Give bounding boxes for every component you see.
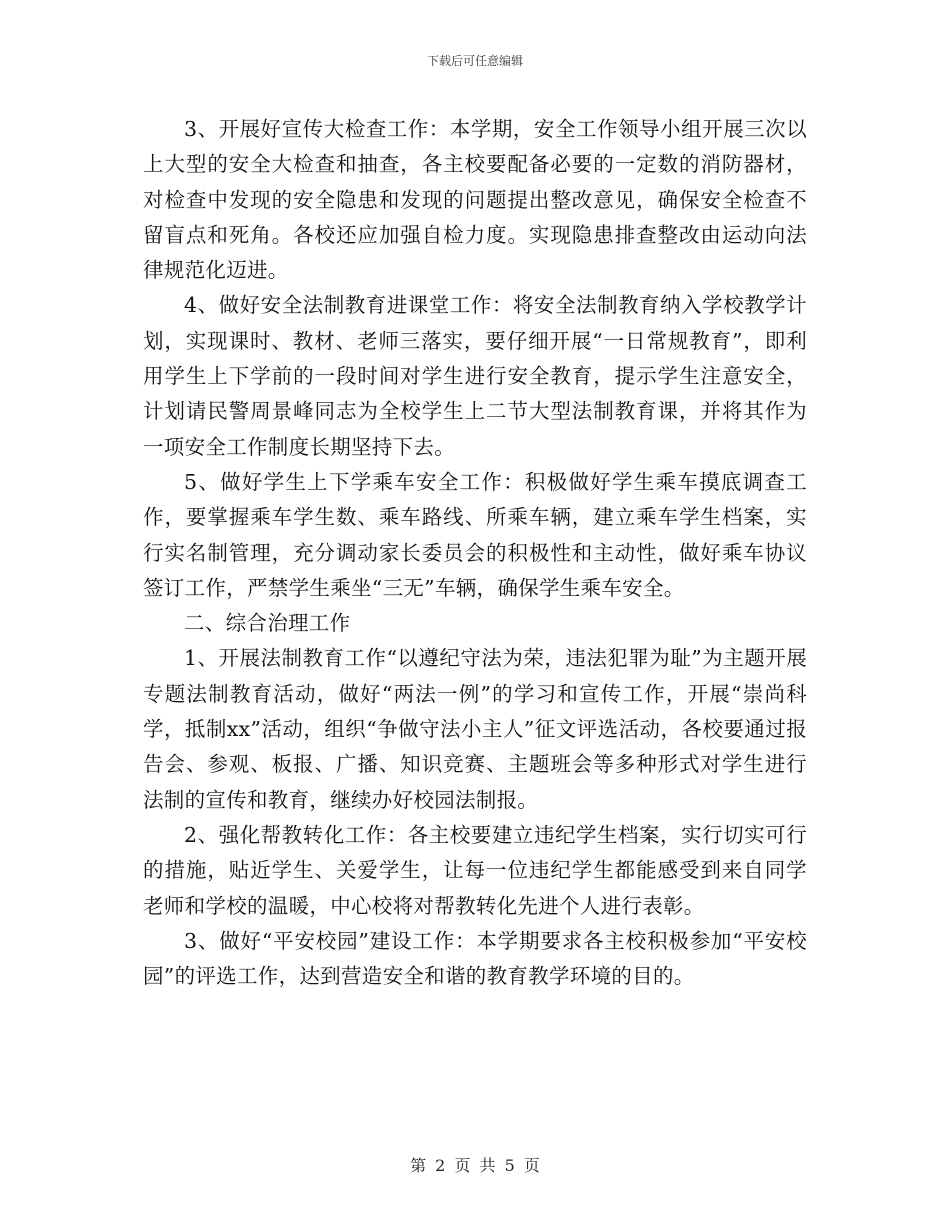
paragraph-inspection: 3、开展好宣传大检查工作：本学期，安全工作领导小组开展三次以上大型的安全大检查和抽查，各主校要配备必要的一定数的消防器材，对检查中发现的安全隐患和发现的问题提出整改意见，确保安全检查不留盲点和死角。各校还应加强自检力度。实现隐患排查整改由运动向法律规范化迈进。 [143, 117, 807, 283]
paragraph-legal-education-activities: 1、开展法制教育工作“以遵纪守法为荣，违法犯罪为耻”为主题开展专题法制教育活动，做好“两法一例”的学习和宣传工作，开展“崇尚科学，抵制xx”活动，组织“争做守法小主人”征文评选活动，各校要通过报告会、参观、板报、广播、知识竞赛、主题班会等多种形式对学生进行法制的宣传和教育，继续办好校园法制报。 [143, 646, 807, 812]
paragraph-bus-safety: 5、做好学生上下学乘车安全工作：积极做好学生乘车摸底调查工作，要掌握乘车学生数、乘车路线、所乘车辆，建立乘车学生档案，实行实名制管理，充分调动家长委员会的积极性和主动性，做好乘车协议签订工作，严禁学生乘坐“三无”车辆，确保学生乘车安全。 [143, 469, 807, 600]
section-heading-comprehensive-governance: 二、综合治理工作 [184, 611, 351, 636]
paragraph-guidance-transformation: 2、强化帮教转化工作：各主校要建立违纪学生档案，实行切实可行的措施，贴近学生、关爱学生，让每一位违纪学生都能感受到来自同学老师和学校的温暖，中心校将对帮教转化先进个人进行表彰。 [143, 822, 807, 918]
paragraph-safe-campus: 3、做好“平安校园”建设工作：本学期要求各主校积极参加“平安校园”的评选工作，达到营造安全和谐的教育教学环境的目的。 [143, 928, 807, 989]
page-header: 下载后可任意编辑 [426, 54, 523, 68]
paragraph-legal-education-class: 4、做好安全法制教育进课堂工作：将安全法制教育纳入学校教学计划，实现课时、教材、老师三落实，要仔细开展“一日常规教育”，即利用学生上下学前的一段时间对学生进行安全教育，提示学生注意安全，计划请民警周景峰同志为全校学生上二节大型法制教育课，并将其作为一项安全工作制度长期坚持下去。 [143, 293, 807, 459]
document-body [143, 112, 807, 994]
page-footer-page-number: 第 2 页 共 5 页 [410, 1156, 540, 1175]
